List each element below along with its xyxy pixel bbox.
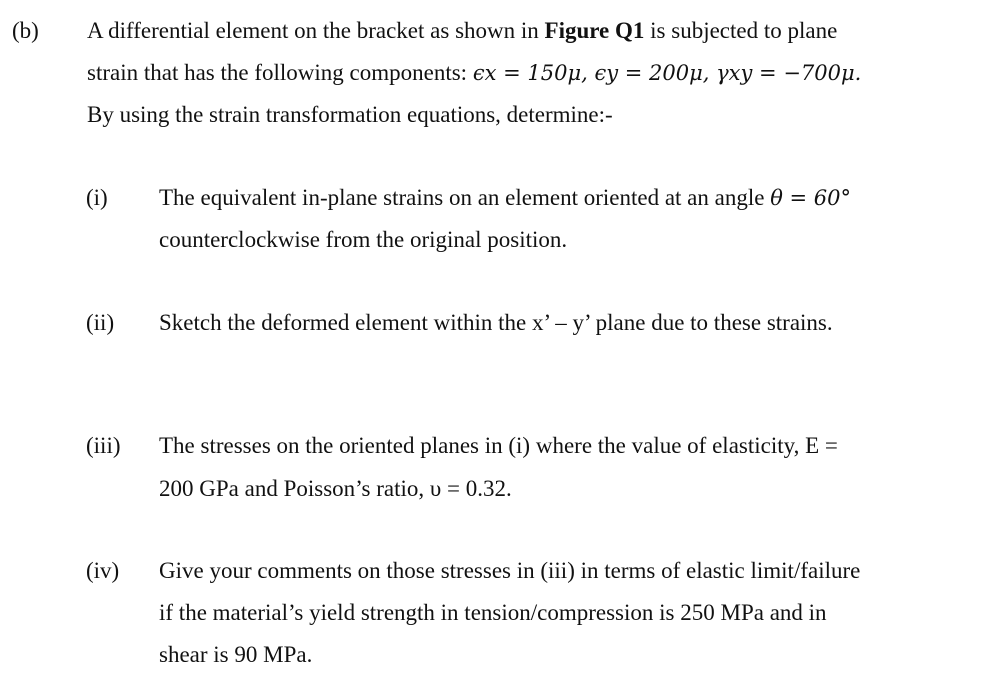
item-iv-line-2: if the material’s yield strength in tension/compression is 250 MPa and in	[159, 600, 827, 625]
item-iv-line-3: shear is 90 MPa.	[159, 642, 313, 667]
strain-components: ϵx = 150μ, ϵy = 200μ, γxy = −700μ.	[472, 61, 862, 85]
item-label-ii: (ii)	[86, 310, 115, 335]
item-label-i: (i)	[86, 185, 108, 210]
item-label-iv: (iv)	[86, 558, 120, 583]
part-label: (b)	[12, 18, 39, 43]
intro-line-2-text: strain that has the following components:	[87, 60, 473, 85]
angle-value: θ = 60°	[770, 186, 851, 210]
figure-reference: Figure Q1	[544, 18, 645, 43]
item-i-line-2: counterclockwise from the original position.	[159, 227, 568, 252]
intro-line-1-text-b: is subjected to plane	[644, 18, 838, 43]
item-i-line-1-text: The equivalent in-plane strains on an element oriented at an angle	[159, 185, 771, 210]
item-label-iii: (iii)	[86, 433, 121, 458]
item-iii-line-1: The stresses on the oriented planes in (i) where the value of elasticity, E =	[159, 433, 838, 458]
item-iii-line-2: 200 GPa and Poisson’s ratio, υ = 0.32.	[159, 476, 512, 501]
intro-line-1	[87, 17, 837, 45]
item-ii-line-1: Sketch the deformed element within the x’ – y’ plane due to these strains.	[159, 310, 833, 335]
intro-line-2	[87, 59, 861, 87]
intro-line-1-text-a: A differential element on the bracket as shown in	[87, 18, 545, 43]
item-iv-line-1: Give your comments on those stresses in (iii) in terms of elastic limit/failure	[159, 558, 861, 583]
intro-line-3: By using the strain transformation equations, determine:-	[87, 102, 613, 127]
item-i-line-1	[159, 184, 851, 212]
